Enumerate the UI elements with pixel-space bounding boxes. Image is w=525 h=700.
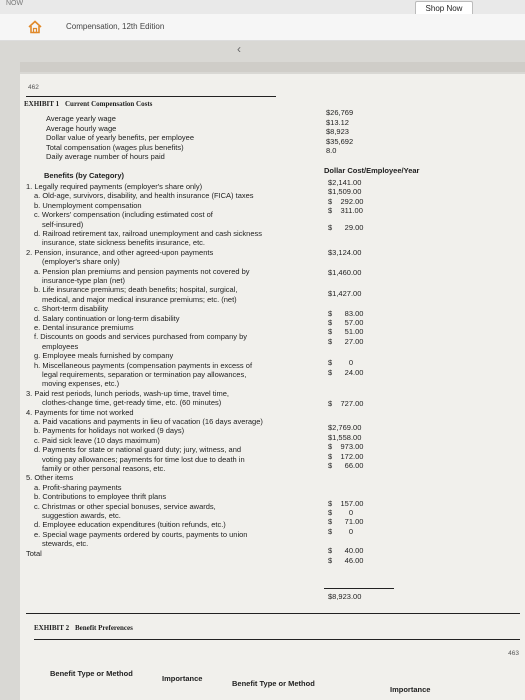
- total-value: $8,923.00: [328, 592, 362, 601]
- benefit-line-text: insurance-type plan (net): [42, 276, 125, 285]
- benefit-line-text: b. Life insurance premiums; death benefits; hospital, surgical,: [34, 285, 238, 295]
- benefit-line-value: $ 0: [328, 358, 354, 368]
- benefit-line-value: $1,460.00: [328, 268, 362, 278]
- page-gap: [20, 62, 525, 72]
- benefit-line-text: (employer's share only): [42, 257, 120, 267]
- exhibit1-bottom-rule: [26, 613, 520, 614]
- benefit-line-text: c. Christmas or other special bonuses, service awards,: [34, 501, 216, 511]
- benefit-line-value: $2,769.00: [328, 423, 362, 433]
- total-rule: [324, 588, 394, 589]
- exhibit2-col-1: Benefit Type or Method: [50, 669, 133, 678]
- benefit-line-value: $ 71.00: [328, 517, 364, 527]
- chevron-left-icon[interactable]: ‹: [237, 42, 241, 56]
- benefit-line-value: $ 29.00: [328, 223, 364, 233]
- benefit-line-text: c. Short-term disability: [34, 304, 109, 314]
- benefit-line-text: a. Old-age, survivors, disability, and health insurance (FICA) taxes: [34, 191, 254, 201]
- benefit-line-value: $ 172.00: [328, 451, 364, 461]
- benefits-heading: Benefits (by Category): [44, 171, 125, 180]
- benefit-line-text: a. Pension plan premiums and pension payments not covered by: [34, 266, 250, 276]
- benefit-line-value: $ 973.00: [328, 442, 364, 452]
- reader-header: [0, 14, 525, 41]
- benefit-line-text: b. Payments for holidays not worked (9 days): [34, 426, 185, 436]
- summary-label: Total compensation (wages plus benefits): [46, 142, 184, 152]
- benefit-line-value: $ 0: [328, 507, 354, 517]
- summary-label: Average hourly wage: [46, 123, 117, 133]
- shop-now-button[interactable]: Shop Now: [415, 1, 473, 16]
- benefit-line-value: $ 157.00: [328, 498, 364, 508]
- exhibit1-top-rule: [26, 96, 276, 97]
- exhibit2-rule: [34, 639, 520, 640]
- benefit-line-text: a. Paid vacations and payments in lieu of vacation (16 days average): [34, 417, 263, 426]
- summary-value: $35,692: [326, 136, 354, 146]
- exhibit1-label: EXHIBIT 1: [24, 100, 60, 108]
- benefit-line-value: $ 57.00: [328, 318, 364, 328]
- summary-value: $26,769: [326, 108, 354, 117]
- benefit-line-text: insurance, state sickness benefits insurance, etc.: [42, 238, 206, 248]
- benefit-line-text: employees: [42, 341, 79, 351]
- page-number-left: 462: [28, 84, 39, 91]
- book-title: Compensation, 12th Edition: [66, 22, 165, 31]
- benefit-line-value: $3,124.00: [328, 247, 362, 257]
- benefit-line-text: Total: [26, 548, 42, 558]
- benefit-line-text: moving expenses, etc.): [42, 379, 120, 389]
- home-icon[interactable]: [28, 20, 42, 34]
- benefit-line-text: c. Workers' compensation (including estimated cost of: [34, 210, 213, 220]
- benefit-line-text: 5. Other items: [26, 473, 74, 483]
- benefit-line-text: 1. Legally required payments (employer's share only): [26, 182, 203, 191]
- benefit-line-text: d. Railroad retirement tax, railroad unemployment and cash sickness: [34, 229, 263, 238]
- exhibit2-title: Benefit Preferences: [75, 624, 133, 632]
- benefit-line-text: 2. Pension, insurance, and other agreed-upon payments: [26, 247, 214, 257]
- benefit-line-text: suggestion awards, etc.: [42, 511, 121, 520]
- benefit-line-value: $ 24.00: [328, 367, 364, 377]
- benefit-line-text: d. Employee education expenditures (tuition refunds, etc.): [34, 520, 226, 530]
- benefit-line-text: medical, and major medical insurance premiums; etc. (net): [42, 294, 237, 304]
- benefit-line-text: e. Dental insurance premiums: [34, 323, 134, 332]
- browser-top-bar: [0, 0, 525, 14]
- exhibit1-title: Current Compensation Costs: [65, 100, 153, 108]
- benefit-line-text: self-insured): [42, 219, 84, 229]
- cost-heading: Dollar Cost/Employee/Year: [324, 166, 420, 175]
- benefit-line-text: e. Special wage payments ordered by courts, payments to union: [34, 529, 248, 539]
- summary-label: Daily average number of hours paid: [46, 152, 165, 161]
- benefit-line-value: $ 83.00: [328, 308, 364, 318]
- benefit-line-text: d. Salary continuation or long-term disability: [34, 313, 180, 323]
- benefit-line-text: stewards, etc.: [42, 539, 89, 549]
- benefit-line-value: $1,558.00: [328, 432, 362, 442]
- benefit-line-text: clothes-change time, get-ready time, etc. (60 minutes): [42, 398, 222, 408]
- exhibit2-label: EXHIBIT 2: [34, 624, 70, 632]
- benefit-line-value: $ 66.00: [328, 460, 364, 470]
- summary-label: Average yearly wage: [46, 114, 116, 123]
- benefit-line-text: 4. Payments for time not worked: [26, 407, 134, 417]
- benefit-line-value: $ 51.00: [328, 327, 364, 337]
- exhibit2-col-3: Benefit Type or Method: [232, 679, 315, 688]
- benefit-line-value: $ 27.00: [328, 336, 364, 346]
- exhibit2-col-4: Importance: [390, 685, 431, 694]
- corner-fragment: NOW: [6, 0, 24, 7]
- benefit-line-value: $ 0: [328, 526, 354, 536]
- benefit-line-text: f. Discounts on goods and services purchased from company by: [34, 332, 248, 342]
- benefit-line-value: $1,427.00: [328, 288, 362, 298]
- benefit-line-text: g. Employee meals furnished by company: [34, 351, 174, 361]
- benefit-line-text: d. Payments for state or national guard duty; jury, witness, and: [34, 445, 242, 455]
- benefit-line-value: $ 727.00: [328, 398, 364, 408]
- benefit-line-value: $ 311.00: [328, 206, 363, 216]
- summary-value: 8.0: [326, 146, 337, 155]
- benefit-line-text: legal requirements, separation or termination pay allowances,: [42, 370, 247, 379]
- benefit-line-value: $ 40.00: [328, 546, 364, 556]
- benefit-line-text: b. Unemployment compensation: [34, 200, 142, 210]
- benefit-line-text: 3. Paid rest periods, lunch periods, wash-up time, travel time,: [26, 388, 230, 398]
- summary-label: Dollar value of yearly benefits, per employee: [46, 133, 194, 142]
- benefit-line-text: a. Profit-sharing payments: [34, 482, 122, 492]
- benefit-line-value: $1,509.00: [328, 187, 362, 197]
- benefit-line-value: $2,141.00: [328, 178, 362, 187]
- book-page: [20, 74, 525, 700]
- benefit-line-text: c. Paid sick leave (10 days maximum): [34, 435, 160, 445]
- benefit-line-value: $ 46.00: [328, 555, 364, 565]
- summary-value: $13.12: [326, 117, 349, 127]
- page-number-right: 463: [508, 650, 519, 657]
- benefit-line-text: voting pay allowances; payments for time lost due to death in: [42, 454, 245, 464]
- benefit-line-text: h. Miscellaneous payments (compensation payments in excess of: [34, 360, 253, 370]
- exhibit2-col-2: Importance: [162, 674, 203, 683]
- benefit-line-text: b. Contributions to employee thrift plans: [34, 492, 167, 502]
- summary-value: $8,923: [326, 127, 349, 136]
- benefit-line-value: $ 292.00: [328, 196, 364, 206]
- benefit-line-text: family or other personal reasons, etc.: [42, 464, 166, 473]
